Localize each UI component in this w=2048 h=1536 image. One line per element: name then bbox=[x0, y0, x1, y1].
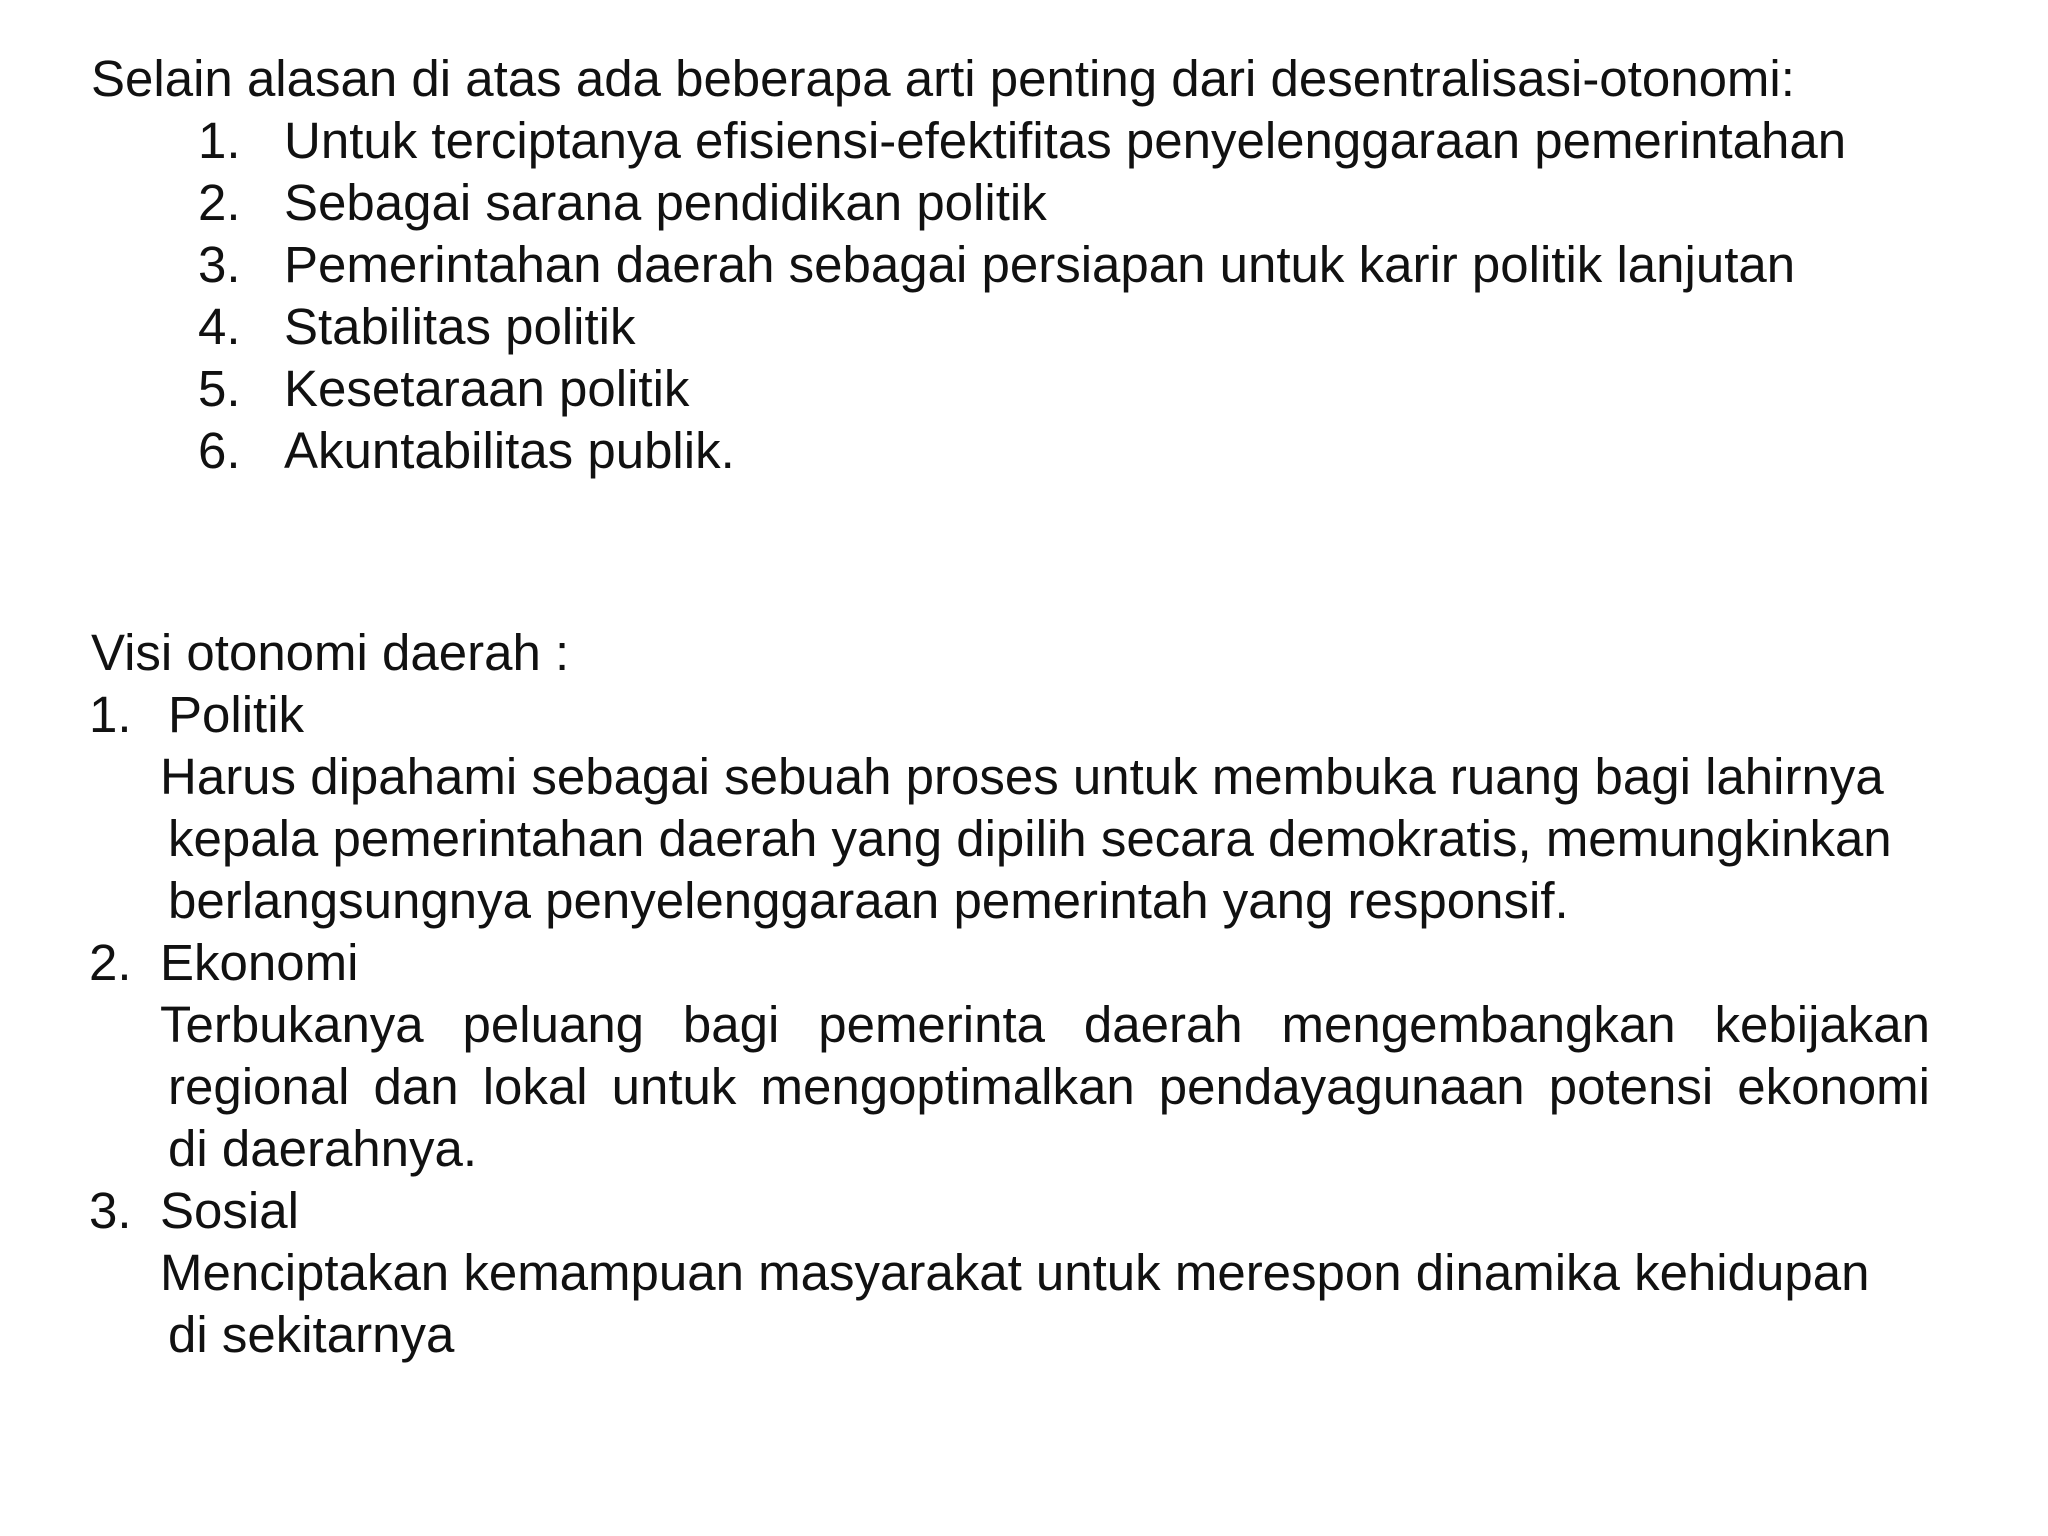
intro-paragraph: Selain alasan di atas ada beberapa arti penting dari desentralisasi-otonomi: bbox=[91, 50, 1795, 107]
paragraph-line: berlangsungnya penyelenggaraan pemerintah yang responsif. bbox=[168, 872, 1569, 929]
list-item-text: Kesetaraan politik bbox=[284, 360, 690, 417]
list-item-text: Stabilitas politik bbox=[284, 298, 636, 355]
visi-item-number: 2. bbox=[89, 934, 132, 991]
list-item-text: Pemerintahan daerah sebagai persiapan untuk karir politik lanjutan bbox=[284, 236, 1796, 293]
list-item-number: 1. bbox=[198, 112, 241, 169]
paragraph-line: di daerahnya. bbox=[168, 1120, 478, 1177]
list-item-number: 5. bbox=[198, 360, 241, 417]
list-item-number: 6. bbox=[198, 422, 241, 479]
visi-item-number: 3. bbox=[89, 1182, 132, 1239]
paragraph-line: Harus dipahami sebagai sebuah proses untuk membuka ruang bagi lahirnya bbox=[160, 748, 1884, 805]
paragraph-line: Terbukanya peluang bagi pemerinta daerah mengembangkan kebijakan bbox=[160, 996, 1930, 1053]
paragraph-line: regional dan lokal untuk mengoptimalkan pendayagunaan potensi ekonomi bbox=[168, 1058, 1930, 1115]
paragraph-line: di sekitarnya bbox=[168, 1306, 455, 1363]
paragraph-line: kepala pemerintahan daerah yang dipilih secara demokratis, memungkinkan bbox=[168, 810, 1892, 867]
visi-item-number: 1. bbox=[89, 686, 132, 743]
paragraph-line: Menciptakan kemampuan masyarakat untuk merespon dinamika kehidupan bbox=[160, 1244, 1870, 1301]
visi-heading: Visi otonomi daerah : bbox=[91, 624, 570, 681]
list-item-number: 2. bbox=[198, 174, 241, 231]
list-item-number: 3. bbox=[198, 236, 241, 293]
visi-item-paragraph bbox=[160, 994, 1930, 1180]
visi-item-paragraph bbox=[160, 1242, 1930, 1366]
visi-item-title: Ekonomi bbox=[160, 934, 359, 991]
list-item-text: Untuk terciptanya efisiensi-efektifitas penyelenggaraan pemerintahan bbox=[284, 112, 1847, 169]
list-item-text: Sebagai sarana pendidikan politik bbox=[284, 174, 1047, 231]
visi-item-paragraph bbox=[160, 746, 1930, 932]
list-item-number: 4. bbox=[198, 298, 241, 355]
list-item-text: Akuntabilitas publik. bbox=[284, 422, 735, 479]
visi-item-title: Sosial bbox=[160, 1182, 299, 1239]
visi-item-title: Politik bbox=[168, 686, 305, 743]
